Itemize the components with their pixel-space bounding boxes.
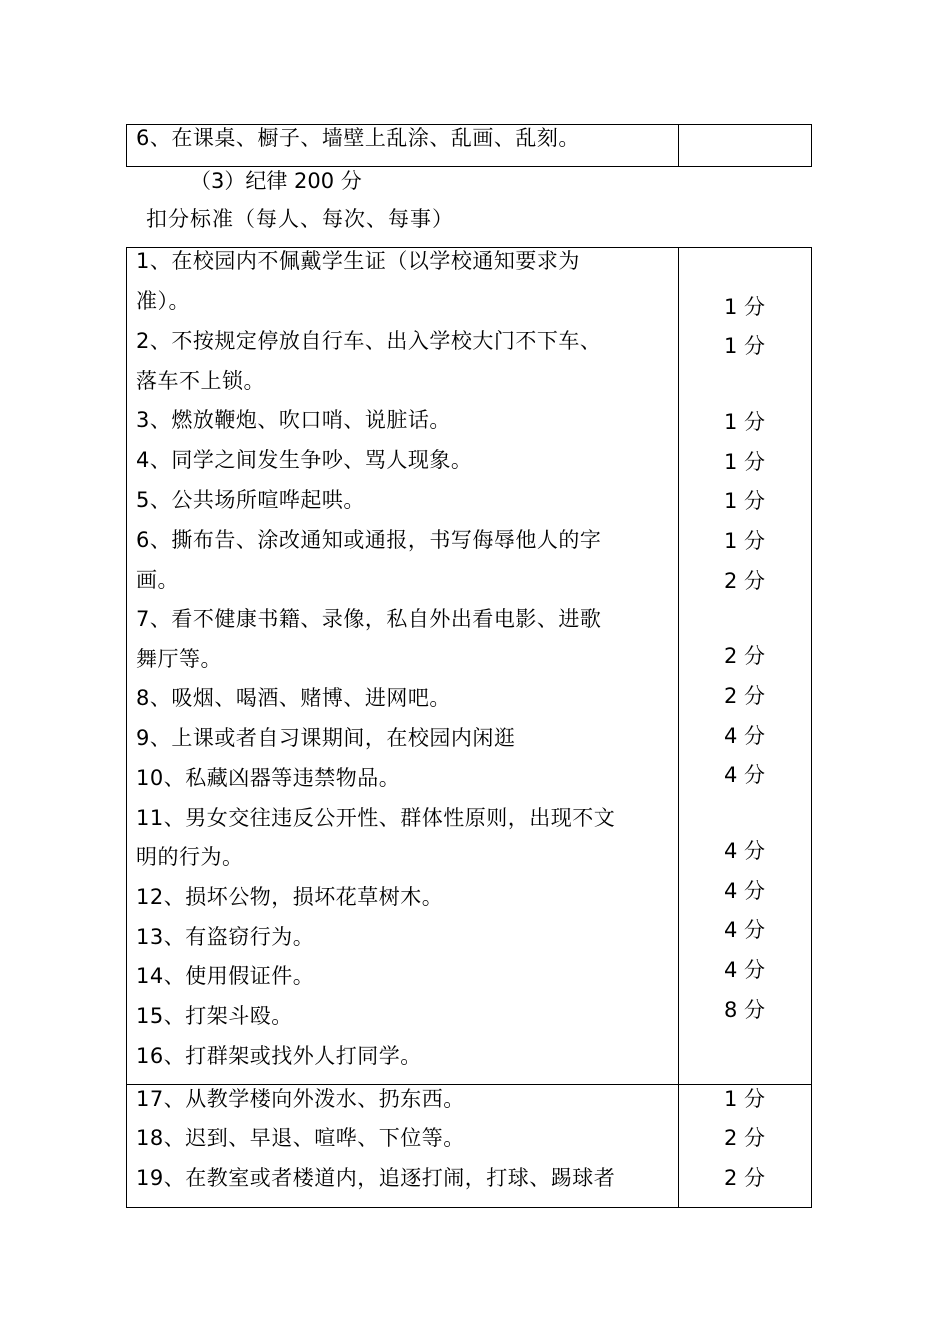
item-line: 舞厅等。 [136, 647, 222, 671]
score-value: 2 分 [724, 644, 766, 668]
score-value: 1 分 [724, 1087, 766, 1111]
item-line: 17、从教学楼向外泼水、扔东西。 [136, 1087, 465, 1111]
item-line: 画。 [136, 568, 179, 592]
score-value: 4 分 [724, 724, 766, 748]
score-value: 1 分 [724, 295, 766, 319]
prev-table-divider [678, 125, 679, 166]
score-value: 1 分 [724, 450, 766, 474]
score-value: 2 分 [724, 569, 766, 593]
item-line: 19、在教室或者楼道内，追逐打闹，打球、踢球者 [136, 1166, 616, 1190]
item-line: 准）。 [136, 289, 190, 313]
score-value: 4 分 [724, 958, 766, 982]
item-line: 11、男女交往违反公开性、群体性原则，出现不文 [136, 806, 616, 830]
item-line: 12、损坏公物，损坏花草树木。 [136, 885, 444, 909]
section-title: （3）纪律 200 分 [190, 169, 362, 193]
score-value: 1 分 [724, 489, 766, 513]
section-subtitle: 扣分标准（每人、每次、每事） [146, 207, 454, 231]
deduction-table-divider [678, 248, 679, 1084]
item-line: 9、上课或者自习课期间，在校园内闲逛 [136, 726, 516, 750]
item-line: 5、公共场所喧哗起哄。 [136, 488, 365, 512]
prev-table-row: 6、在课桌、橱子、墙壁上乱涂、乱画、乱刻。 [136, 126, 580, 150]
item-line: 4、同学之间发生争吵、骂人现象。 [136, 448, 473, 472]
item-line: 明的行为。 [136, 845, 244, 869]
item-line: 1、在校园内不佩戴学生证（以学校通知要求为 [136, 249, 580, 273]
item-line: 6、撕布告、涂改通知或通报，书写侮辱他人的字 [136, 528, 602, 552]
item-line: 3、燃放鞭炮、吹口哨、说脏话。 [136, 408, 451, 432]
score-value: 2 分 [724, 1166, 766, 1190]
item-line: 13、有盗窃行为。 [136, 925, 315, 949]
score-value: 4 分 [724, 918, 766, 942]
item-line: 15、打架斗殴。 [136, 1004, 293, 1028]
score-value: 1 分 [724, 529, 766, 553]
score-value: 4 分 [724, 879, 766, 903]
score-value: 4 分 [724, 763, 766, 787]
item-line: 2、不按规定停放自行车、出入学校大门不下车、 [136, 329, 602, 353]
score-value: 1 分 [724, 410, 766, 434]
score-value: 1 分 [724, 334, 766, 358]
score-value: 2 分 [724, 684, 766, 708]
score-value: 4 分 [724, 839, 766, 863]
item-line: 7、看不健康书籍、录像，私自外出看电影、进歌 [136, 607, 602, 631]
item-line: 8、吸烟、喝酒、赌博、进网吧。 [136, 686, 451, 710]
deduction-table-continued-divider [678, 1085, 679, 1207]
score-value: 2 分 [724, 1126, 766, 1150]
item-line: 16、打群架或找外人打同学。 [136, 1044, 422, 1068]
item-line: 10、私藏凶器等违禁物品。 [136, 766, 401, 790]
score-value: 8 分 [724, 998, 766, 1022]
item-line: 18、迟到、早退、喧哗、下位等。 [136, 1126, 465, 1150]
item-line: 落车不上锁。 [136, 369, 265, 393]
item-line: 14、使用假证件。 [136, 964, 315, 988]
